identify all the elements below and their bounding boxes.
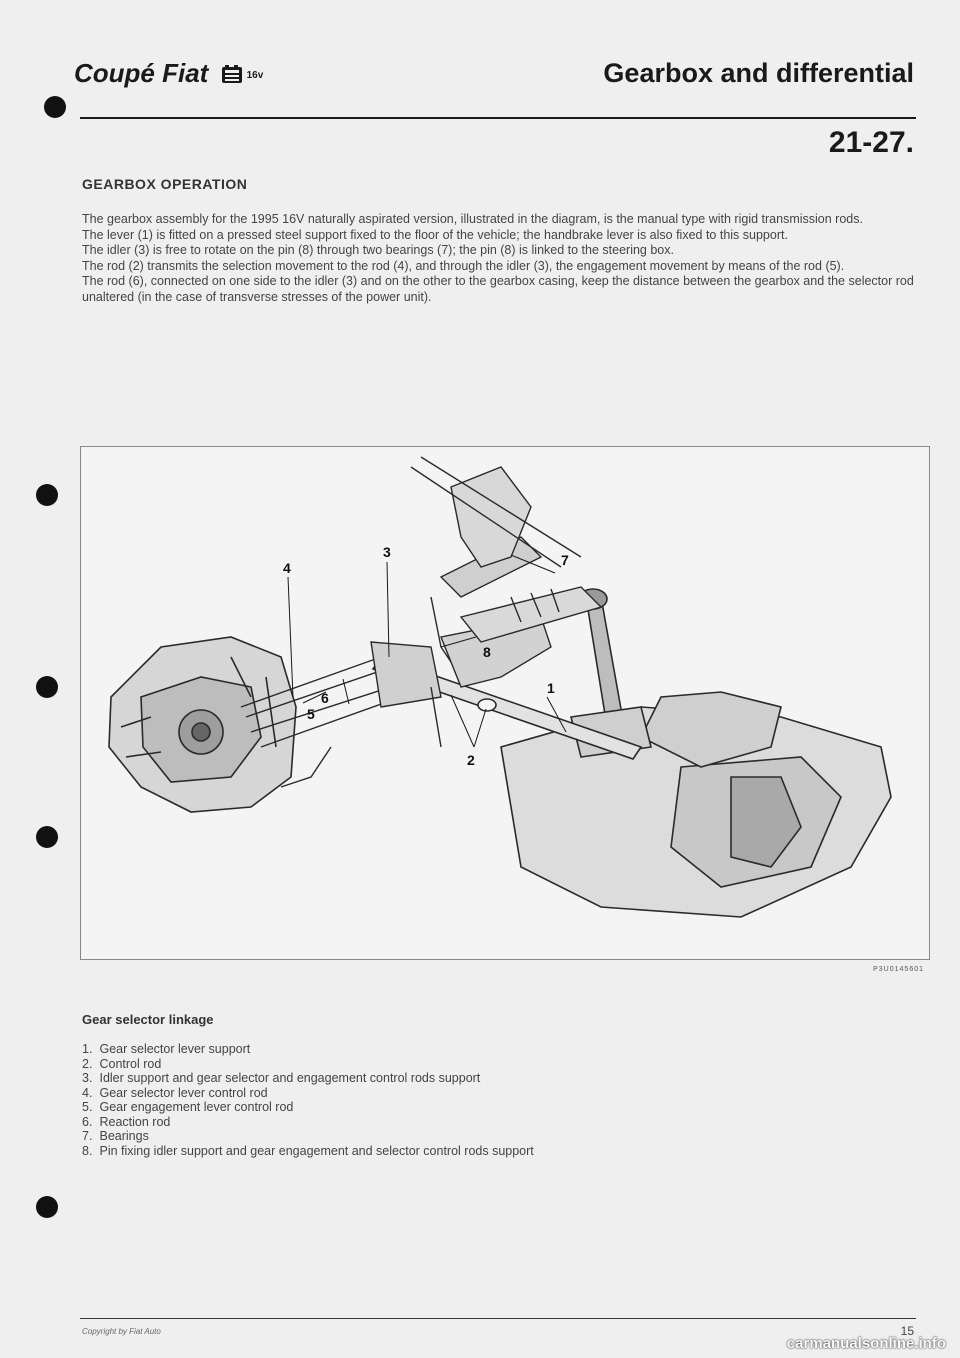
binder-hole bbox=[44, 96, 66, 118]
binder-hole bbox=[36, 484, 58, 506]
binder-hole bbox=[36, 676, 58, 698]
legend-num: 1. bbox=[82, 1042, 93, 1056]
paragraph: The gearbox assembly for the 1995 16V naturally aspirated version, illustrated in the diagram, is the manual type with rigid transmission rods. bbox=[82, 212, 863, 226]
legend-item bbox=[82, 1057, 534, 1072]
legend-num: 3. bbox=[82, 1071, 93, 1085]
figure-caption: Gear selector linkage bbox=[82, 1012, 214, 1027]
section-number: 21-27. bbox=[828, 126, 914, 159]
legend-list bbox=[82, 1042, 534, 1158]
legend-item bbox=[82, 1071, 534, 1086]
legend-num: 5. bbox=[82, 1100, 93, 1114]
paragraph: The lever (1) is fitted on a pressed steel support fixed to the floor of the vehicle; the handbrake lever is also fixed to this support. bbox=[82, 227, 788, 242]
header-model-title bbox=[74, 58, 263, 94]
callout-4: 4 bbox=[283, 560, 291, 576]
legend-item bbox=[82, 1086, 534, 1101]
legend-text: Gear engagement lever control rod bbox=[99, 1100, 294, 1114]
footer-rule bbox=[80, 1318, 916, 1319]
section-title: GEARBOX OPERATION bbox=[82, 176, 248, 192]
binder-hole bbox=[36, 1196, 58, 1218]
callout-1: 1 bbox=[547, 680, 555, 696]
callout-6: 6 bbox=[321, 690, 329, 706]
callout-8: 8 bbox=[483, 644, 491, 660]
callout-2: 2 bbox=[467, 752, 475, 768]
legend-text: Control rod bbox=[99, 1056, 162, 1071]
page-number: 15 bbox=[900, 1324, 914, 1338]
legend-item bbox=[82, 1115, 534, 1130]
legend-num: 6. bbox=[82, 1114, 93, 1129]
legend-text: Reaction rod bbox=[99, 1114, 171, 1129]
legend-text: Idler support and gear selector and engagement control rods support bbox=[99, 1071, 481, 1085]
legend-num: 8. bbox=[82, 1143, 93, 1158]
legend-text: Bearings bbox=[99, 1129, 149, 1143]
paragraph: The rod (2) transmits the selection movement to the rod (4), and through the idler (3), the engagement movement by means of the rod (5). bbox=[82, 258, 845, 273]
binder-hole bbox=[36, 826, 58, 848]
legend-item bbox=[82, 1144, 534, 1159]
model-name: Coupé Fiat bbox=[74, 58, 209, 88]
copyright-text: Copyright by Fiat Auto bbox=[82, 1327, 161, 1336]
legend-item bbox=[82, 1129, 534, 1144]
watermark: carmanualsonline.info bbox=[786, 1335, 946, 1352]
callout-3: 3 bbox=[383, 544, 391, 560]
gear-linkage-diagram bbox=[80, 446, 930, 960]
header-chapter-title: Gearbox and differential bbox=[603, 58, 914, 88]
gearbox-casing bbox=[109, 637, 296, 812]
header-rule bbox=[80, 117, 916, 119]
callout-7: 7 bbox=[561, 552, 569, 568]
legend-num: 2. bbox=[82, 1056, 93, 1071]
legend-item bbox=[82, 1042, 534, 1057]
paragraph: The idler (3) is free to rotate on the pin (8) through two bearings (7); the pin (8) is linked to the steering box. bbox=[82, 243, 674, 257]
legend-text: Pin fixing idler support and gear engagement and selector control rods support bbox=[99, 1143, 534, 1158]
figure-code: P3U0145601 bbox=[873, 966, 924, 973]
legend-num: 4. bbox=[82, 1085, 93, 1100]
engine-logo-icon bbox=[220, 63, 246, 94]
legend-text: Gear selector lever control rod bbox=[99, 1085, 268, 1100]
legend-item bbox=[82, 1100, 534, 1115]
legend-num: 7. bbox=[82, 1129, 93, 1143]
legend-text: Gear selector lever support bbox=[99, 1042, 251, 1056]
callout-5: 5 bbox=[307, 706, 315, 722]
engine-label: 16v bbox=[246, 69, 264, 81]
paragraph: The rod (6), connected on one side to the idler (3) and on the other to the gearbox casing, keep the distance between the gearbox and the selector rod unaltered (in the case of transverse stresses of the power unit). bbox=[82, 274, 914, 304]
body-text bbox=[82, 212, 928, 305]
